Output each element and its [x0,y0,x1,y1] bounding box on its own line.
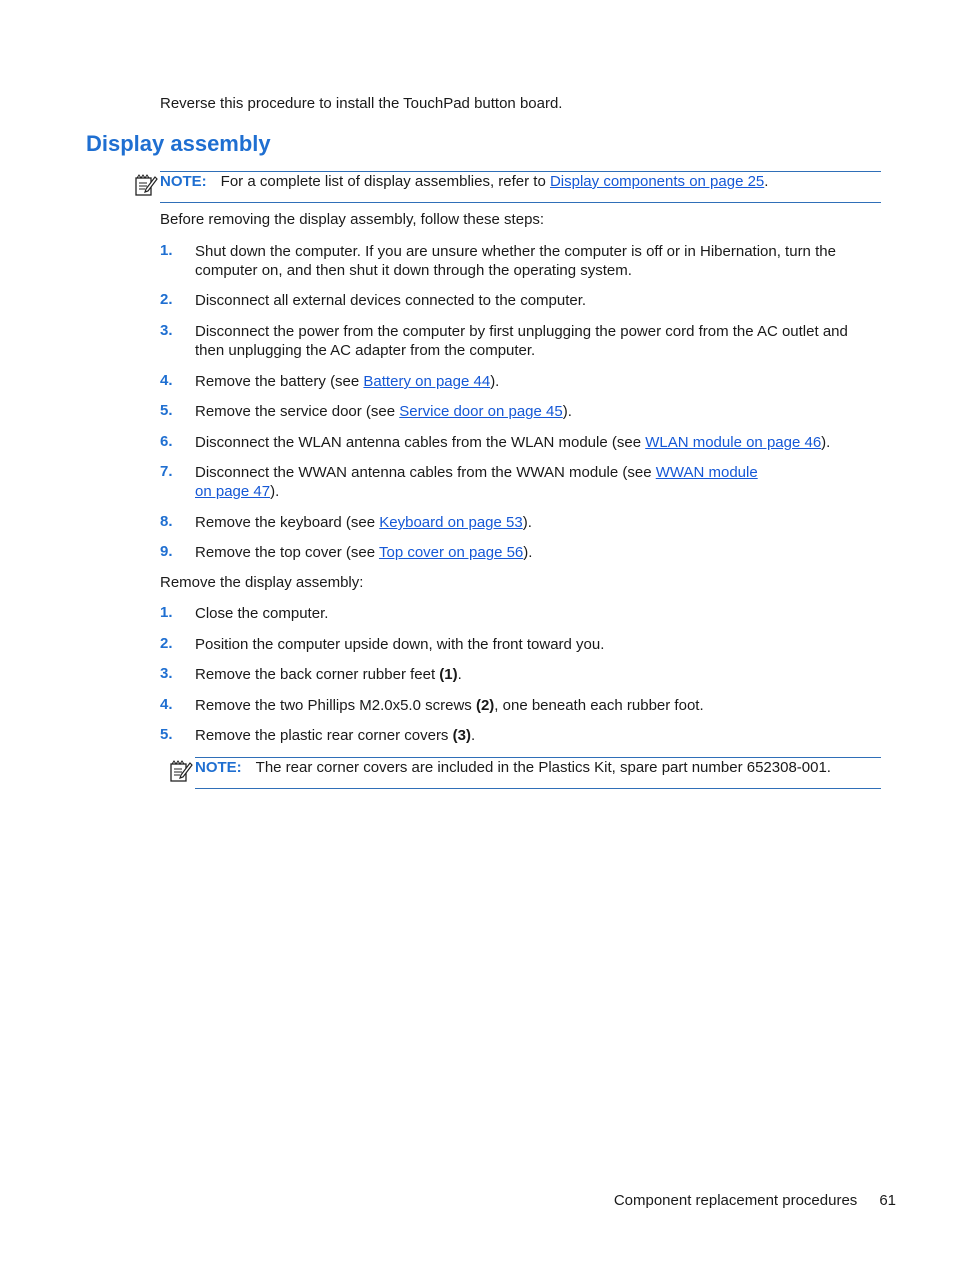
page-number: 61 [879,1192,896,1209]
note-text: The rear corner covers are included in the Plastics Kit, spare part number 652308-001. [255,759,831,776]
step-number: 2. [160,291,173,308]
step-text-part: Remove the service door (see [195,403,400,420]
note-box-display-components [160,171,881,203]
step-text-part: Disconnect the WWAN antenna cables from the WWAN module (see [195,464,656,481]
step-text-feet [195,665,875,684]
link-display-components[interactable]: Display components on page 25 [549,173,765,190]
step-number: 8. [160,513,173,530]
step-number: 1. [160,604,173,621]
step-text-screws [195,696,875,715]
step-text-part: ). [522,514,532,531]
step-text-wwan [195,463,875,501]
link-wwan-module[interactable]: WWAN module [655,464,758,481]
footer-section-title: Component replacement procedures [613,1192,858,1209]
step-number: 1. [160,242,173,259]
step-number: 5. [160,402,173,419]
step-number: 7. [160,463,173,480]
link-wwan-module-page[interactable]: on page 47 [195,483,271,500]
step-text-part: ). [523,544,533,561]
step-text-part: Remove the back corner rubber feet [195,666,440,683]
step-number: 9. [160,543,173,560]
step-text-service-door [195,402,875,421]
step-number: 4. [160,696,173,713]
step-text-part: Remove the top cover (see [195,544,379,561]
step-number: 5. [160,726,173,743]
step-text: Shut down the computer. If you are unsure whether the computer is off or in Hibernation, turn the computer on, and then shut it down through the operating system. [195,243,836,279]
step-text: Disconnect the power from the computer by first unplugging the power cord from the AC outlet and then unplugging the AC adapter from the computer. [195,323,848,359]
intro-paragraph: Reverse this procedure to install the TouchPad button board. [160,95,563,112]
note-label: NOTE: [160,173,207,190]
link-wlan-module[interactable]: WLAN module on page 46 [645,434,822,451]
step-text-part: Remove the two Phillips M2.0x5.0 screws [195,697,476,714]
step-text-part: Disconnect the WLAN antenna cables from the WLAN module (see [195,434,646,451]
step-text-part: . [457,666,462,683]
removal-intro: Remove the display assembly: [160,574,364,591]
step-text-part: Remove the battery (see [195,373,364,390]
callout-number: (2) [475,697,495,714]
step-text: Disconnect all external devices connected to the computer. [195,292,587,309]
note-pad-icon [134,173,158,197]
callout-number: (3) [452,727,471,744]
callout-number: (1) [439,666,458,683]
pre-steps-intro: Before removing the display assembly, follow these steps: [160,211,545,228]
step-number: 2. [160,635,173,652]
step-text-part: ). [562,403,572,420]
step-text-part: Remove the keyboard (see [195,514,380,531]
step-text-part: . [470,727,476,744]
page-footer [614,1192,896,1209]
step-text-part: ). [821,434,831,451]
step-number: 3. [160,322,173,339]
note-pad-icon [169,759,193,783]
step-text: Position the computer upside down, with the front toward you. [195,636,605,653]
step-number: 4. [160,372,173,389]
step-text-part: ). [270,483,280,500]
link-battery[interactable]: Battery on page 44 [363,373,491,390]
step-number: 3. [160,665,173,682]
step-text-wlan [195,433,875,452]
step-number: 6. [160,433,173,450]
step-text-covers [195,726,875,745]
step-text-top-cover [195,543,875,562]
note-text: For a complete list of display assemblies, refer to [220,173,550,190]
step-text-part: Remove the plastic rear corner covers [195,727,453,744]
note-box-plastics-kit [195,757,881,789]
step-text: Close the computer. [195,605,329,622]
note-text-end: . [764,173,769,190]
note-label: NOTE: [195,759,242,776]
step-text-part: ). [490,373,500,390]
step-text-battery [195,372,875,391]
link-keyboard[interactable]: Keyboard on page 53 [379,514,523,531]
step-text-part: , one beneath each rubber foot. [494,697,704,714]
step-text-keyboard [195,513,875,532]
link-top-cover[interactable]: Top cover on page 56 [378,544,524,561]
link-service-door[interactable]: Service door on page 45 [399,403,563,420]
section-heading: Display assembly [86,131,271,156]
